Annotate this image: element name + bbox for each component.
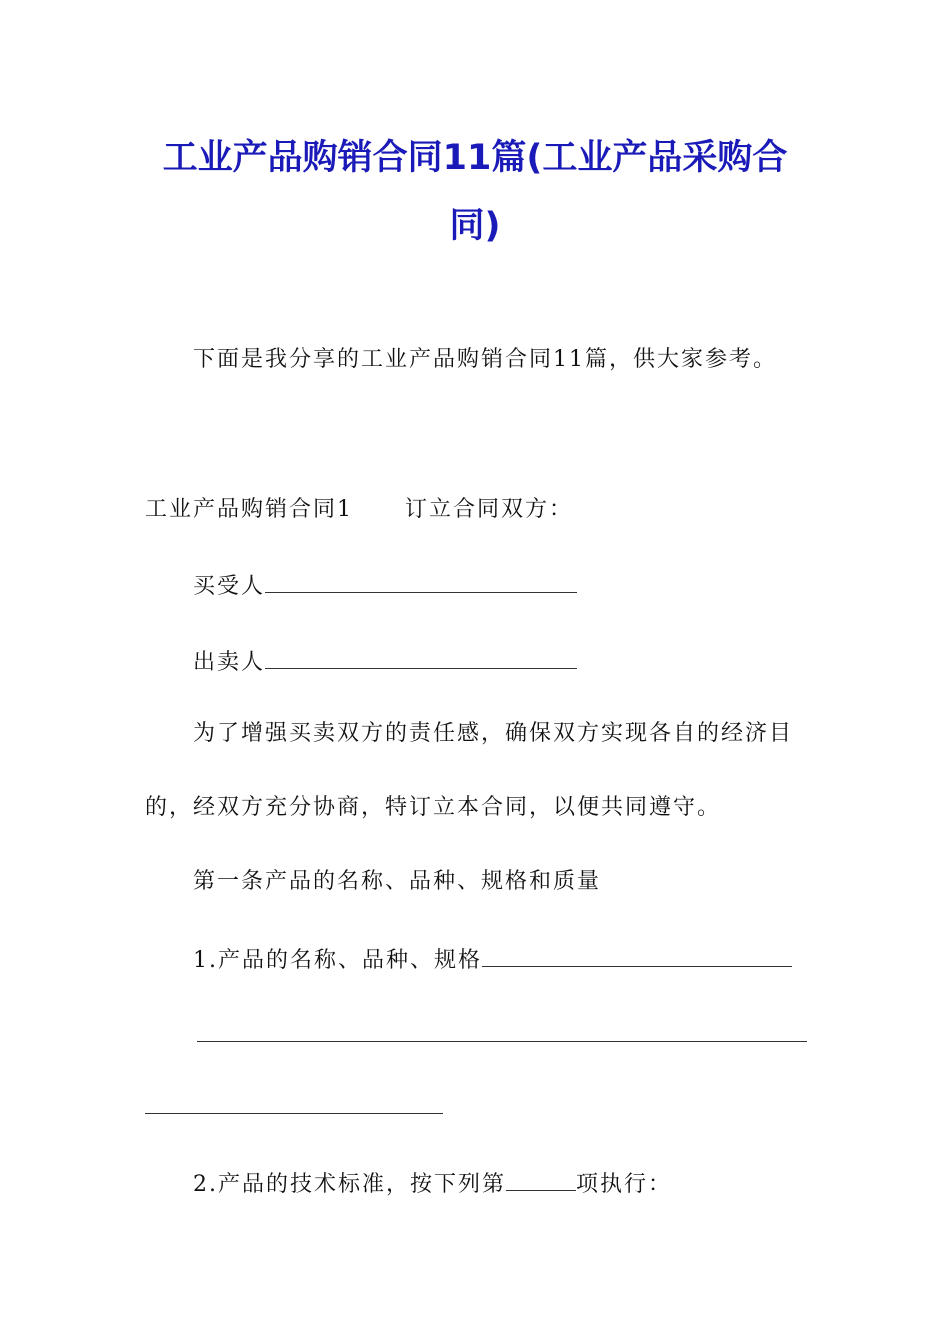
item-2-prefix: 2.产品的技术标准，按下列第 [193,1172,506,1197]
item-2-line [193,1168,672,1199]
item-1-blank [482,944,792,967]
fill-line-1 [197,1041,807,1042]
buyer-blank [265,570,577,593]
title-line-2: 同) [449,206,501,246]
item-2-suffix: 项执行： [576,1172,673,1197]
purpose-line-1: 为了增强买卖双方的责任感，确保双方实现各自的经济目 [193,721,794,746]
seller-label: 出卖人 [193,650,266,675]
intro-paragraph: 下面是我分享的工业产品购销合同11篇，供大家参考。 [193,347,777,372]
buyer-line [193,570,577,601]
seller-blank [265,646,577,669]
parties-label: 订立合同双方： [405,497,574,522]
item-1-label: 1.产品的名称、品种、规格 [193,948,482,973]
purpose-line-2: 的，经双方充分协商，特订立本合同，以便共同遵守。 [145,795,722,820]
article-1-heading: 第一条产品的名称、品种、规格和质量 [193,869,602,894]
seller-line [193,646,577,677]
title-line-1: 工业产品购销合同11篇(工业产品采购合 [162,138,788,178]
buyer-label: 买受人 [193,574,266,599]
item-1-line [193,944,792,975]
item-2-blank [506,1168,576,1191]
section-heading: 工业产品购销合同1 [145,497,353,522]
fill-line-2 [145,1113,443,1114]
section-heading-line [145,496,573,524]
